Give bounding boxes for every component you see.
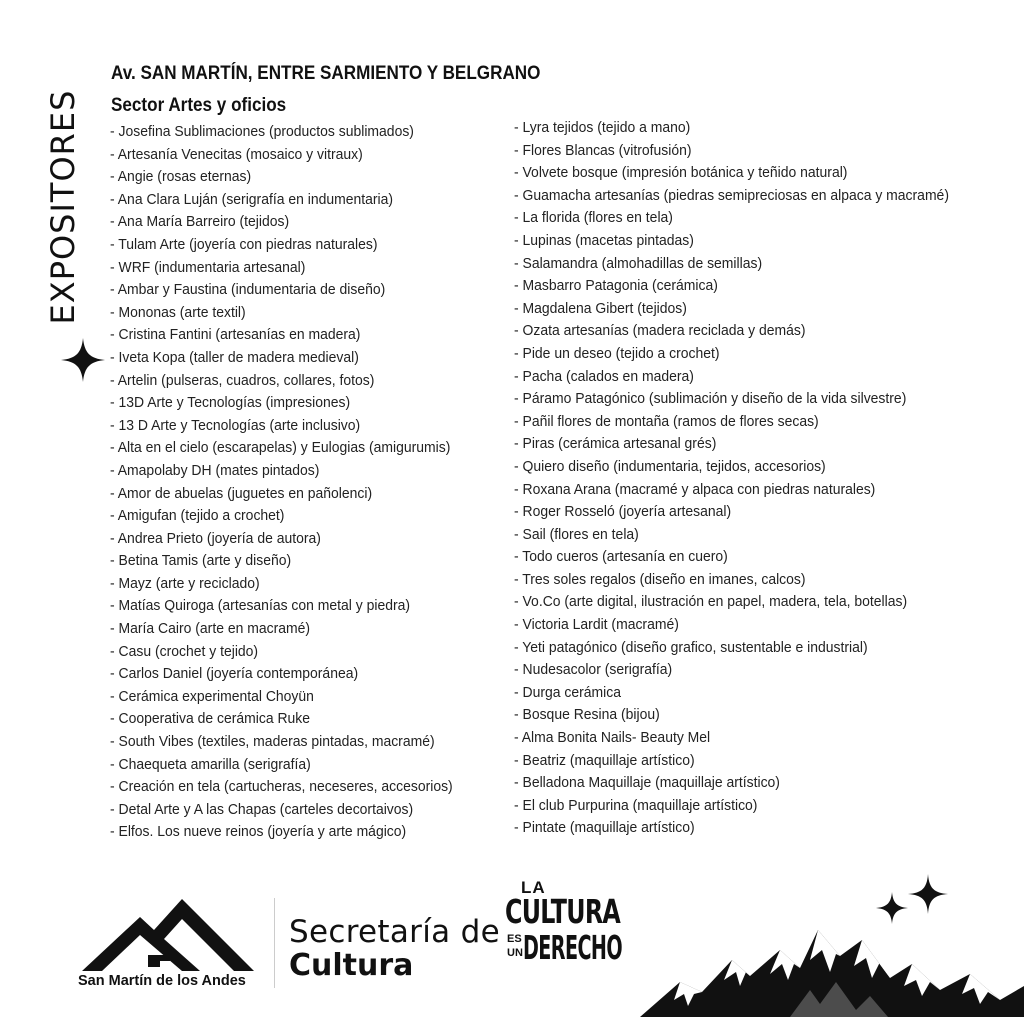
list-item: - Cooperativa de cerámica Ruke xyxy=(110,710,311,728)
motto-la: LA xyxy=(521,878,546,897)
list-item: - Amapolaby DH (mates pintados) xyxy=(110,461,320,479)
list-item: - Magdalena Gibert (tejidos) xyxy=(514,299,687,317)
list-item: - Lyra tejidos (tejido a mano) xyxy=(514,119,691,136)
list-item: - Ambar y Faustina (indumentaria de diseño) xyxy=(110,281,386,299)
list-item: - Páramo Patagónico (sublimación y diseño de la vida silvestre) xyxy=(514,390,907,408)
list-item: - South Vibes (textiles, maderas pintadas, macramé) xyxy=(110,733,435,751)
list-item: - Amigufan (tejido a crochet) xyxy=(110,507,285,525)
list-item: - Chaequeta amarilla (serigrafía) xyxy=(110,755,311,773)
list-item: - Pide un deseo (tejido a crochet) xyxy=(514,344,720,362)
list-item: - El club Purpurina (maquillaje artístico) xyxy=(514,796,758,814)
list-item: - Salamandra (almohadillas de semillas) xyxy=(514,254,763,272)
motto-un: UN xyxy=(507,947,523,959)
list-item: - Betina Tamis (arte y diseño) xyxy=(110,552,292,570)
side-title xyxy=(43,82,83,332)
list-item: - Pintate (maquillaje artístico) xyxy=(514,819,695,837)
list-item: - Pacha (calados en madera) xyxy=(514,367,694,385)
list-item: - Quiero diseño (indumentaria, tejidos, accesorios) xyxy=(514,457,826,475)
list-item: - Tres soles regalos (diseño en imanes, calcos) xyxy=(514,570,806,588)
list-item: - Yeti patagónico (diseño grafico, sustentable e industrial) xyxy=(514,638,868,656)
secretaria-line1: Secretaría de xyxy=(289,914,500,950)
list-item: - Creación en tela (cartucheras, neceseres, accesorios) xyxy=(110,778,453,796)
list-item: - Lupinas (macetas pintadas) xyxy=(514,231,694,249)
list-item: - Detal Arte y A las Chapas (carteles decortaivos) xyxy=(110,800,414,818)
list-item: - Elfos. Los nueve reinos (joyería y arte mágico) xyxy=(110,823,407,841)
list-item: - Durga cerámica xyxy=(514,683,621,701)
list-item: - Victoria Lardit (macramé) xyxy=(514,616,679,634)
list-item: - Artelin (pulseras, cuadros, collares, fotos) xyxy=(110,371,375,389)
list-item: - Andrea Prieto (joyería de autora) xyxy=(110,529,321,547)
list-item: - Artesanía Venecitas (mosaico y vitraux) xyxy=(110,145,363,163)
list-item: - Carlos Daniel (joyería contemporánea) xyxy=(110,665,359,683)
list-item: - Mayz (arte y reciclado) xyxy=(110,574,260,592)
list-item: - Alma Bonita Nails- Beauty Mel xyxy=(514,729,711,747)
list-item: - Volvete bosque (impresión botánica y teñido natural) xyxy=(514,164,848,182)
list-item: - Cerámica experimental Choyün xyxy=(110,687,314,705)
sector-title: Sector Artes y oficios xyxy=(111,95,287,116)
list-item: - Cristina Fantini (artesanías en madera) xyxy=(110,326,361,344)
motto-es: ES xyxy=(507,933,522,945)
list-item: - Pañil flores de montaña (ramos de flores secas) xyxy=(514,412,819,430)
list-item: - Ana Clara Luján (serigrafía en indumentaria) xyxy=(110,190,394,208)
location-heading: Av. SAN MARTÍN, ENTRE SARMIENTO Y BELGRANO xyxy=(111,63,541,84)
secretaria-line2: Cultura xyxy=(289,948,414,983)
municipality-name: San Martín de los Andes xyxy=(78,973,246,989)
list-item: - Amor de abuelas (juguetes en pañolenci) xyxy=(110,484,373,502)
mountain-range-icon xyxy=(640,920,1024,1017)
list-item: - Roxana Arana (macramé y alpaca con piedras naturales) xyxy=(514,480,876,498)
list-item: - Todo cueros (artesanía en cuero) xyxy=(514,548,728,566)
list-item: - Sail (flores en tela) xyxy=(514,525,639,543)
list-item: - La florida (flores en tela) xyxy=(514,209,673,227)
motto-derecho: DERECHO xyxy=(523,928,623,967)
list-item: - Ozata artesanías (madera reciclada y demás) xyxy=(514,322,806,340)
list-item: - Belladona Maquillaje (maquillaje artístico) xyxy=(514,774,780,792)
list-item: - Matías Quiroga (artesanías con metal y piedra) xyxy=(110,597,411,615)
list-item: - Guamacha artesanías (piedras semipreciosas en alpaca y macramé) xyxy=(514,186,949,204)
list-item: - Angie (rosas eternas) xyxy=(110,168,252,186)
list-item: - María Cairo (arte en macramé) xyxy=(110,620,311,638)
side-title-text: EXPOSITORES xyxy=(44,89,82,325)
motto-logo xyxy=(505,878,623,988)
footer-divider xyxy=(274,898,275,988)
list-item: - Beatriz (maquillaje artístico) xyxy=(514,751,695,769)
list-item: - Bosque Resina (bijou) xyxy=(514,706,660,724)
exhibitors-list-left xyxy=(110,121,479,844)
list-item: - Masbarro Patagonia (cerámica) xyxy=(514,277,718,295)
list-item: - 13D Arte y Tecnologías (impresiones) xyxy=(110,394,351,412)
list-item: - Tulam Arte (joyería con piedras naturales) xyxy=(110,235,378,253)
list-item: - WRF (indumentaria artesanal) xyxy=(110,258,306,276)
list-item: - Piras (cerámica artesanal grés) xyxy=(514,435,717,453)
sparkle-star-icon xyxy=(61,338,105,382)
list-item: - Vo.Co (arte digital, ilustración en papel, madera, tela, botellas) xyxy=(514,593,908,611)
list-item: - Casu (crochet y tejido) xyxy=(110,642,259,660)
list-item: - Alta en el cielo (escarapelas) y Eulogias (amigurumis) xyxy=(110,439,451,457)
exhibitors-list-right xyxy=(514,117,982,840)
motto-cultura: CULTURA xyxy=(505,892,621,931)
list-item: - Roger Rosseló (joyería artesanal) xyxy=(514,503,732,521)
list-item: - Nudesacolor (serigrafía) xyxy=(514,661,673,679)
list-item: - Ana María Barreiro (tejidos) xyxy=(110,213,290,231)
list-item: - Mononas (arte textil) xyxy=(110,303,246,321)
list-item: - Josefina Sublimaciones (productos sublimados) xyxy=(110,123,414,140)
mountain-logo-icon xyxy=(78,895,260,975)
list-item: - 13 D Arte y Tecnologías (arte inclusivo) xyxy=(110,416,361,434)
list-item: - Flores Blancas (vitrofusión) xyxy=(514,141,692,159)
list-item: - Iveta Kopa (taller de madera medieval) xyxy=(110,348,359,366)
